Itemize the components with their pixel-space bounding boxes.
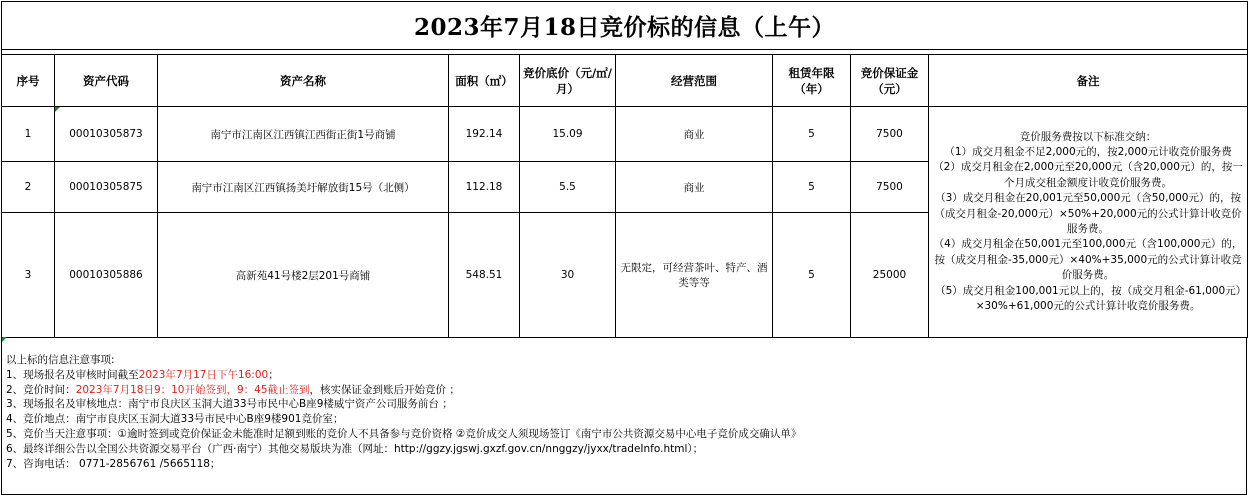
comment-marker-icon <box>55 107 60 112</box>
header-seq: 序号 <box>2 55 55 107</box>
cell-area: 548.51 <box>449 213 520 338</box>
note-highlight: 2023年7月17日下午16:00 <box>138 368 269 381</box>
remark-line: （5）成交月租金100,001元以上的，按（成交月租金-61,000元）×30%+61,000元的公式计算计收竞价服务费。 <box>935 284 1241 313</box>
remark-line: （1）成交月租金不足2,000元的，按2,000元计收竞价服务费 <box>944 145 1232 158</box>
cell-price: 5.5 <box>520 162 616 213</box>
cell-scope: 无限定，可经营茶叶、特产、酒类等等 <box>616 213 773 338</box>
note-line <box>6 383 1246 398</box>
note-text: 1、现场报名及审核时间截至 <box>6 368 139 381</box>
header-years: 租赁年限（年） <box>773 55 851 107</box>
cell-seq: 2 <box>2 162 55 213</box>
note-text: 2、竞价时间： <box>6 383 76 396</box>
cell-years: 5 <box>773 213 851 338</box>
cell-code: 00010305875 <box>55 162 158 213</box>
remark-line: （3）成交月租金在20,001元至50,000元（含50,000元）的，按（成交月租金-20,000元）×50%+20,000元的公式计算计收竞价服务费。 <box>934 192 1242 235</box>
notes-section <box>1 337 1247 495</box>
cell-seq: 3 <box>2 213 55 338</box>
note-line <box>6 368 1246 383</box>
cell-scope: 商业 <box>616 107 773 162</box>
note-line: 6、最终详细公告以全国公共资源交易平台（广西·南宁）其他交易版块为准（网址：http://ggzy.jgswj.gxzf.gov.cn/nnggzy/jyxx/tradeInfo.html）； <box>6 442 704 455</box>
bid-info-table <box>1 1 1248 338</box>
cell-code-text: 00010305873 <box>69 128 143 140</box>
header-scope: 经营范围 <box>616 55 773 107</box>
header-remark: 备注 <box>929 55 1248 107</box>
note-line: 7、咨询电话： 0771-2856761 /5665118； <box>6 457 221 470</box>
note-text: ； <box>268 368 279 381</box>
header-price: 竞价底价（元/㎡/月） <box>520 55 616 107</box>
header-code: 资产代码 <box>55 55 158 107</box>
remark-line: （4）成交月租金在50,001元至100,000元（含100,000元）的，按（成交月租金-35,000元）×40%+35,000元的公式计算计收竞价服务费。 <box>933 238 1243 282</box>
cell-deposit: 7500 <box>851 107 929 162</box>
cell-area: 112.18 <box>449 162 520 213</box>
cell-years: 5 <box>773 162 851 213</box>
note-line: 3、现场报名及审核地点：南宁市良庆区玉洞大道33号市民中心B座9楼威宁资产公司服务前台 ； <box>6 398 453 411</box>
cell-scope: 商业 <box>616 162 773 213</box>
cell-code: 00010305886 <box>55 213 158 338</box>
header-name: 资产名称 <box>158 55 449 107</box>
notes-heading: 以上标的信息注意事项: <box>6 354 115 366</box>
cell-name: 南宁市江南区江西镇扬美圩解放街15号（北侧） <box>158 162 449 213</box>
remark-line: （2）成交月租金在2,000元至20,000元（含20,000元）的，按一个月成交租金额度计收竞价服务费。 <box>933 161 1243 189</box>
note-line: 5、竞价当天注意事项：①逾时签到或竞价保证金未能准时足额到账的竞价人不具备参与竞价资格 ②竞价成交人须现场签订《南宁市公共资源交易中心电子竞价成交确认单》 <box>6 427 802 440</box>
cell-name: 南宁市江南区江西镇江西街正街1号商铺 <box>158 107 449 162</box>
cell-code <box>55 107 158 162</box>
note-text: ，核实保证金到账后开始竞价 ； <box>309 383 460 396</box>
cell-deposit: 7500 <box>851 162 929 213</box>
note-highlight: 2023年7月18日9：10开始签到，9：45截止签到 <box>75 383 310 396</box>
remark-line: 竞价服务费按以下标准交纳： <box>1019 130 1157 143</box>
cell-seq: 1 <box>2 107 55 162</box>
cell-price: 30 <box>520 213 616 338</box>
cell-years: 5 <box>773 107 851 162</box>
page-title: 2023年7月18日竞价标的信息（上午） <box>2 2 1248 50</box>
note-line: 4、竞价地点：南宁市良庆区玉洞大道33号市民中心B座9楼901竞价室； <box>6 413 344 426</box>
comment-marker-icon <box>2 337 7 342</box>
cell-area: 192.14 <box>449 107 520 162</box>
cell-deposit: 25000 <box>851 213 929 338</box>
header-area: 面积（㎡） <box>449 55 520 107</box>
header-deposit: 竞价保证金（元） <box>851 55 929 107</box>
cell-remark <box>929 107 1248 338</box>
cell-price: 15.09 <box>520 107 616 162</box>
table-row <box>2 107 1248 162</box>
cell-name: 高新苑41号楼2层201号商铺 <box>158 213 449 338</box>
